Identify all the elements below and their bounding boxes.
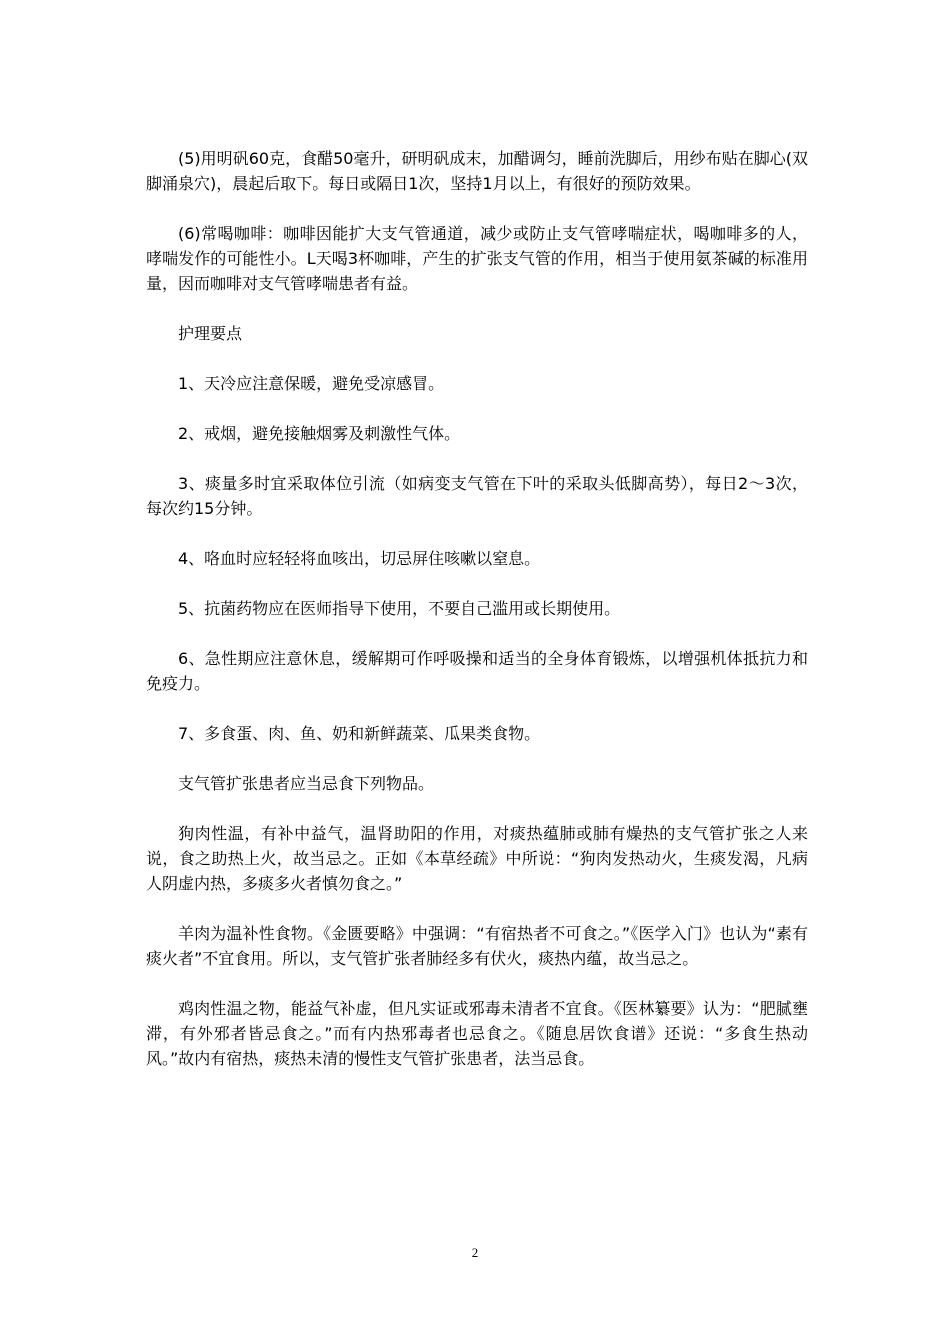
list-item-nursing-7: 7、多食蛋、肉、鱼、奶和新鲜蔬菜、瓜果类食物。 [178, 724, 541, 743]
paragraph-chicken: 鸡肉性温之物，能益气补虚，但凡实证或邪毒未清者不宜食。《医林纂要》认为：“肥腻壅滞，有外邪者皆忌食之。”而有内热邪毒者也忌食之。《随息居饮食谱》还说：“多食生热动风。”故内有宿热，痰热未清的慢性支气管扩张患者，法当忌食。 [146, 999, 808, 1068]
list-item-nursing-6: 6、急性期应注意休息，缓解期可作呼吸操和适当的全身体育锻炼，以增强机体抵抗力和免疫力。 [146, 649, 808, 693]
list-item-nursing-2: 2、戒烟，避免接触烟雾及刺激性气体。 [178, 424, 461, 443]
document-body [146, 146, 808, 1096]
list-item-nursing-3: 3、痰量多时宜采取体位引流（如病变支气管在下叶的采取头低脚高势），每日2～3次，每次约15分钟。 [146, 474, 808, 518]
paragraph-mutton: 羊肉为温补性食物。《金匮要略》中强调：“有宿热者不可食之。”《医学入门》也认为“素有痰火者”不宜食用。所以，支气管扩张者肺经多有伏火，痰热内蕴，故当忌之。 [146, 924, 808, 968]
list-item-nursing-1: 1、天冷应注意保暖，避免受凉感冒。 [178, 374, 445, 393]
list-item-nursing-5: 5、抗菌药物应在医师指导下使用，不要自己滥用或长期使用。 [178, 599, 621, 618]
section-heading-avoid-foods: 支气管扩张患者应当忌食下列物品。 [178, 774, 435, 793]
paragraph-dog-meat: 狗肉性温，有补中益气，温肾助阳的作用，对痰热蕴肺或肺有燥热的支气管扩张之人来说，食之助热上火，故当忌之。正如《本草经疏》中所说：“狗肉发热动火，生痰发渴，凡病人阴虚内热，多痰多火者慎勿食之。” [146, 824, 808, 893]
list-item-nursing-4: 4、咯血时应轻轻将血咳出，切忌屏住咳嗽以窒息。 [178, 549, 541, 568]
page-number: 2 [471, 1245, 479, 1260]
paragraph-remedy-5: (5)用明矾60克，食醋50毫升，研明矾成末，加醋调匀，睡前洗脚后，用纱布贴在脚心(双脚涌泉穴)，晨起后取下。每日或隔日1次，坚持1月以上，有很好的预防效果。 [146, 149, 808, 193]
paragraph-remedy-6: (6)常喝咖啡：咖啡因能扩大支气管通道，减少或防止支气管哮喘症状，喝咖啡多的人，哮喘发作的可能性小。L天喝3杯咖啡，产生的扩张支气管的作用，相当于使用氨茶碱的标准用量，因而咖啡对支气管哮喘患者有益。 [146, 224, 808, 293]
section-heading-nursing: 护理要点 [178, 324, 243, 343]
